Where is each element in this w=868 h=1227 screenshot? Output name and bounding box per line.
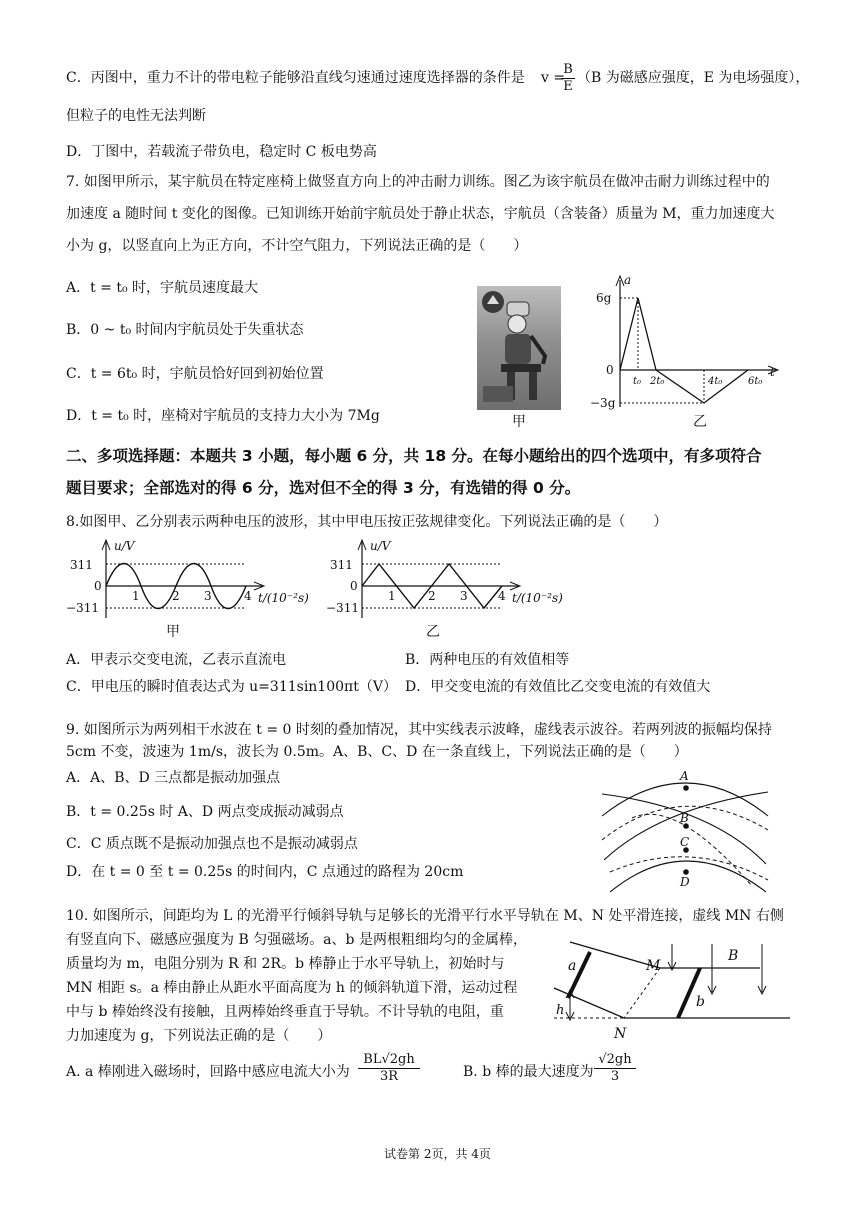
tick-4: 4 (244, 589, 252, 603)
y-axis-label: u/V (114, 539, 135, 553)
q9-option-c: C．C 质点既不是振动加强点也不是振动减弱点 (66, 836, 358, 852)
q7-acceleration-time-graph (590, 272, 780, 422)
tick-3: 3 (204, 589, 212, 603)
section2-heading-line1: 二、多项选择题：本题共 3 小题，每小题 6 分，共 18 分。在每小题给出的四个选项中，有多项符合 (66, 447, 762, 465)
y-tick-zero: 0 (350, 579, 358, 593)
y-tick-minus311: −311 (66, 601, 99, 615)
tick-t0: t₀ (633, 376, 642, 387)
tick-4: 4 (498, 589, 506, 603)
q6-formula-v: v = (541, 70, 566, 86)
x-axis-label: t (770, 365, 775, 379)
tick-4t0: 4t₀ (708, 376, 723, 387)
y-tick-minus3g: −3g (590, 396, 616, 410)
fraction-denominator: 3R (379, 1069, 399, 1084)
label-m: M (646, 958, 661, 974)
fraction-denominator: E (563, 79, 573, 94)
y-tick-311: 311 (330, 558, 353, 572)
incline-rail-bottom (554, 988, 624, 1018)
q10-stem-line2: 有竖直向下、磁感应强度为 B 匀强磁场。a、b 是两根粗细均匀的金属棒， (66, 932, 527, 948)
q10-stem-line4: MN 相距 s。a 棒由静止从距水平面高度为 h 的倾斜轨道下滑，运动过程 (66, 980, 518, 996)
fraction-numerator: BL√2gh (358, 1052, 420, 1069)
q10-stem-line6: 力加速度为 g，下列说法正确的是（ ） (66, 1028, 332, 1044)
q10-stem-line5: 中与 b 棒始终没有接触，且两棒始终垂直于导轨。不计导轨的电阻，重 (66, 1004, 504, 1020)
q6-option-d: D．丁图中，若载流子带负电，稳定时 C 板电势高 (66, 144, 377, 160)
label-n: N (614, 1026, 627, 1042)
q10-option-a: A. a 棒刚进入磁场时，回路中感应电流大小为 (66, 1064, 350, 1080)
y-tick-zero: 0 (94, 579, 102, 593)
q8-figure-label-jia: 甲 (166, 624, 180, 640)
a-t-curve (620, 298, 748, 403)
q8-option-d: D．甲交变电流的有效值比乙交变电流的有效值大 (405, 679, 711, 695)
q7-graph-label: 乙 (693, 414, 707, 430)
y-tick-minus311: −311 (326, 601, 359, 615)
tick-1: 1 (132, 589, 140, 603)
q7-stem-line2: 加速度 a 随时间 t 变化的图像。已知训练开始前宇航员处于静止状态，宇航员（含装备）质量为 M，重力加速度大 (66, 206, 775, 222)
q8-option-b: B．两种电压的有效值相等 (405, 652, 570, 668)
section2-heading-line2: 题目要求；全部选对的得 6 分，选对但不全的得 3 分，有选错的得 0 分。 (66, 479, 581, 497)
astronaut-seat-photo (477, 286, 561, 410)
label-d: D (680, 875, 690, 889)
point-d (683, 869, 689, 875)
y-tick-zero: 0 (606, 363, 614, 377)
page-footer: 试卷第 2页，共 4页 (384, 1147, 491, 1161)
q7-option-b: B．0 ~ t₀ 时间内宇航员处于失重状态 (66, 322, 304, 338)
q8-figure-label-yi: 乙 (426, 624, 440, 640)
trough-line-3 (632, 814, 752, 886)
label-h: h (556, 1003, 565, 1018)
q6-fraction-b-over-e (561, 62, 575, 95)
label-field-b: B (728, 948, 739, 964)
fraction-numerator: B (561, 62, 575, 79)
q7-photo-label: 甲 (512, 414, 526, 430)
q6-option-c-line1: C．丙图中，重力不计的带电粒子能够沿直线匀速通过速度选择器的条件是 (66, 70, 525, 86)
fraction-denominator: 3 (610, 1069, 620, 1084)
tick-2: 2 (172, 589, 180, 603)
q10-option-b-fraction (594, 1052, 636, 1085)
y-tick-6g: 6g (596, 291, 612, 305)
q10-option-a-fraction (358, 1052, 420, 1085)
y-axis-label: a (624, 273, 632, 287)
astronaut-figure-icon (477, 286, 561, 410)
q9-option-a: A．A、B、D 三点都是振动加强点 (66, 770, 281, 786)
label-b: b (696, 994, 705, 1010)
q7-stem-line3: 小为 g，以竖直向上为正方向，不计空气阻力，下列说法正确的是（ ） (66, 238, 528, 254)
q9-stem-line1: 9. 如图所示为两列相干水波在 t = 0 时刻的叠加情况，其中实线表示波峰，虚线表示波谷。若两列波的振幅均保持 (66, 722, 772, 738)
q7-stem-line1: 7. 如图甲所示，某宇航员在特定座椅上做竖直方向上的冲击耐力训练。图乙为该宇航员在做冲击耐力训练过程中的 (66, 174, 770, 190)
q6-option-c-line1-end: （B 为磁感应强度，E 为电场强度）， (577, 70, 810, 86)
q10-option-b: B. b 棒的最大速度为 (463, 1064, 594, 1080)
q8-sine-wave-figure (66, 538, 316, 638)
tick-2: 2 (428, 589, 436, 603)
q7-option-a: A．t = t₀ 时，宇航员速度最大 (66, 280, 259, 296)
fraction-numerator: √2gh (594, 1052, 636, 1069)
q10-rail-figure (550, 930, 800, 1042)
tick-1: 1 (388, 589, 396, 603)
q8-triangle-wave-figure (326, 538, 576, 638)
point-a (683, 785, 689, 791)
label-c: C (680, 835, 690, 849)
y-axis-label: u/V (370, 539, 391, 553)
q7-option-d: D．t = t₀ 时，座椅对宇航员的支持力大小为 7Mg (66, 408, 380, 424)
q9-option-b: B．t = 0.25s 时 A、D 两点变成振动减弱点 (66, 804, 344, 820)
label-a: A (680, 769, 689, 783)
mn-boundary (624, 968, 660, 1018)
q9-stem-line2: 5cm 不变，波速为 1m/s，波长为 0.5m。A、B、C、D 在一条直线上，下列说法正确的是（ ） (66, 744, 688, 760)
q9-wave-interference-figure (600, 768, 770, 898)
x-axis-label: t/(10⁻²s) (258, 591, 309, 605)
q10-stem-line3: 质量均为 m，电阻分别为 R 和 2R。b 棒静止于水平导轨上，初始时与 (66, 956, 505, 972)
label-a: a (568, 958, 577, 974)
x-axis-label: t/(10⁻²s) (512, 591, 563, 605)
q7-option-c: C．t = 6t₀ 时，宇航员恰好回到初始位置 (66, 366, 324, 382)
y-tick-311: 311 (70, 558, 93, 572)
tick-2t0: 2t₀ (650, 376, 665, 387)
q8-option-c: C．甲电压的瞬时值表达式为 u=311sin100πt（V） (66, 679, 397, 695)
tick-3: 3 (460, 589, 468, 603)
label-b: B (680, 811, 689, 825)
crest-line-3 (602, 794, 766, 864)
tick-6t0: 6t₀ (748, 376, 763, 387)
q8-stem: 8.如图甲、乙分别表示两种电压的波形，其中甲电压按正弦规律变化。下列说法正确的是（ ） (66, 514, 668, 530)
rod-b (678, 968, 700, 1018)
q10-stem-line1: 10. 如图所示，间距均为 L 的光滑平行倾斜导轨与足够长的光滑平行水平导轨在 M、N 处平滑连接，虚线 MN 右侧 (66, 908, 784, 924)
q8-option-a: A．甲表示交变电流，乙表示直流电 (66, 652, 287, 668)
q9-option-d: D．在 t = 0 至 t = 0.25s 的时间内，C 点通过的路程为 20cm (66, 864, 464, 880)
q6-option-c-line2: 但粒子的电性无法判断 (66, 108, 206, 124)
